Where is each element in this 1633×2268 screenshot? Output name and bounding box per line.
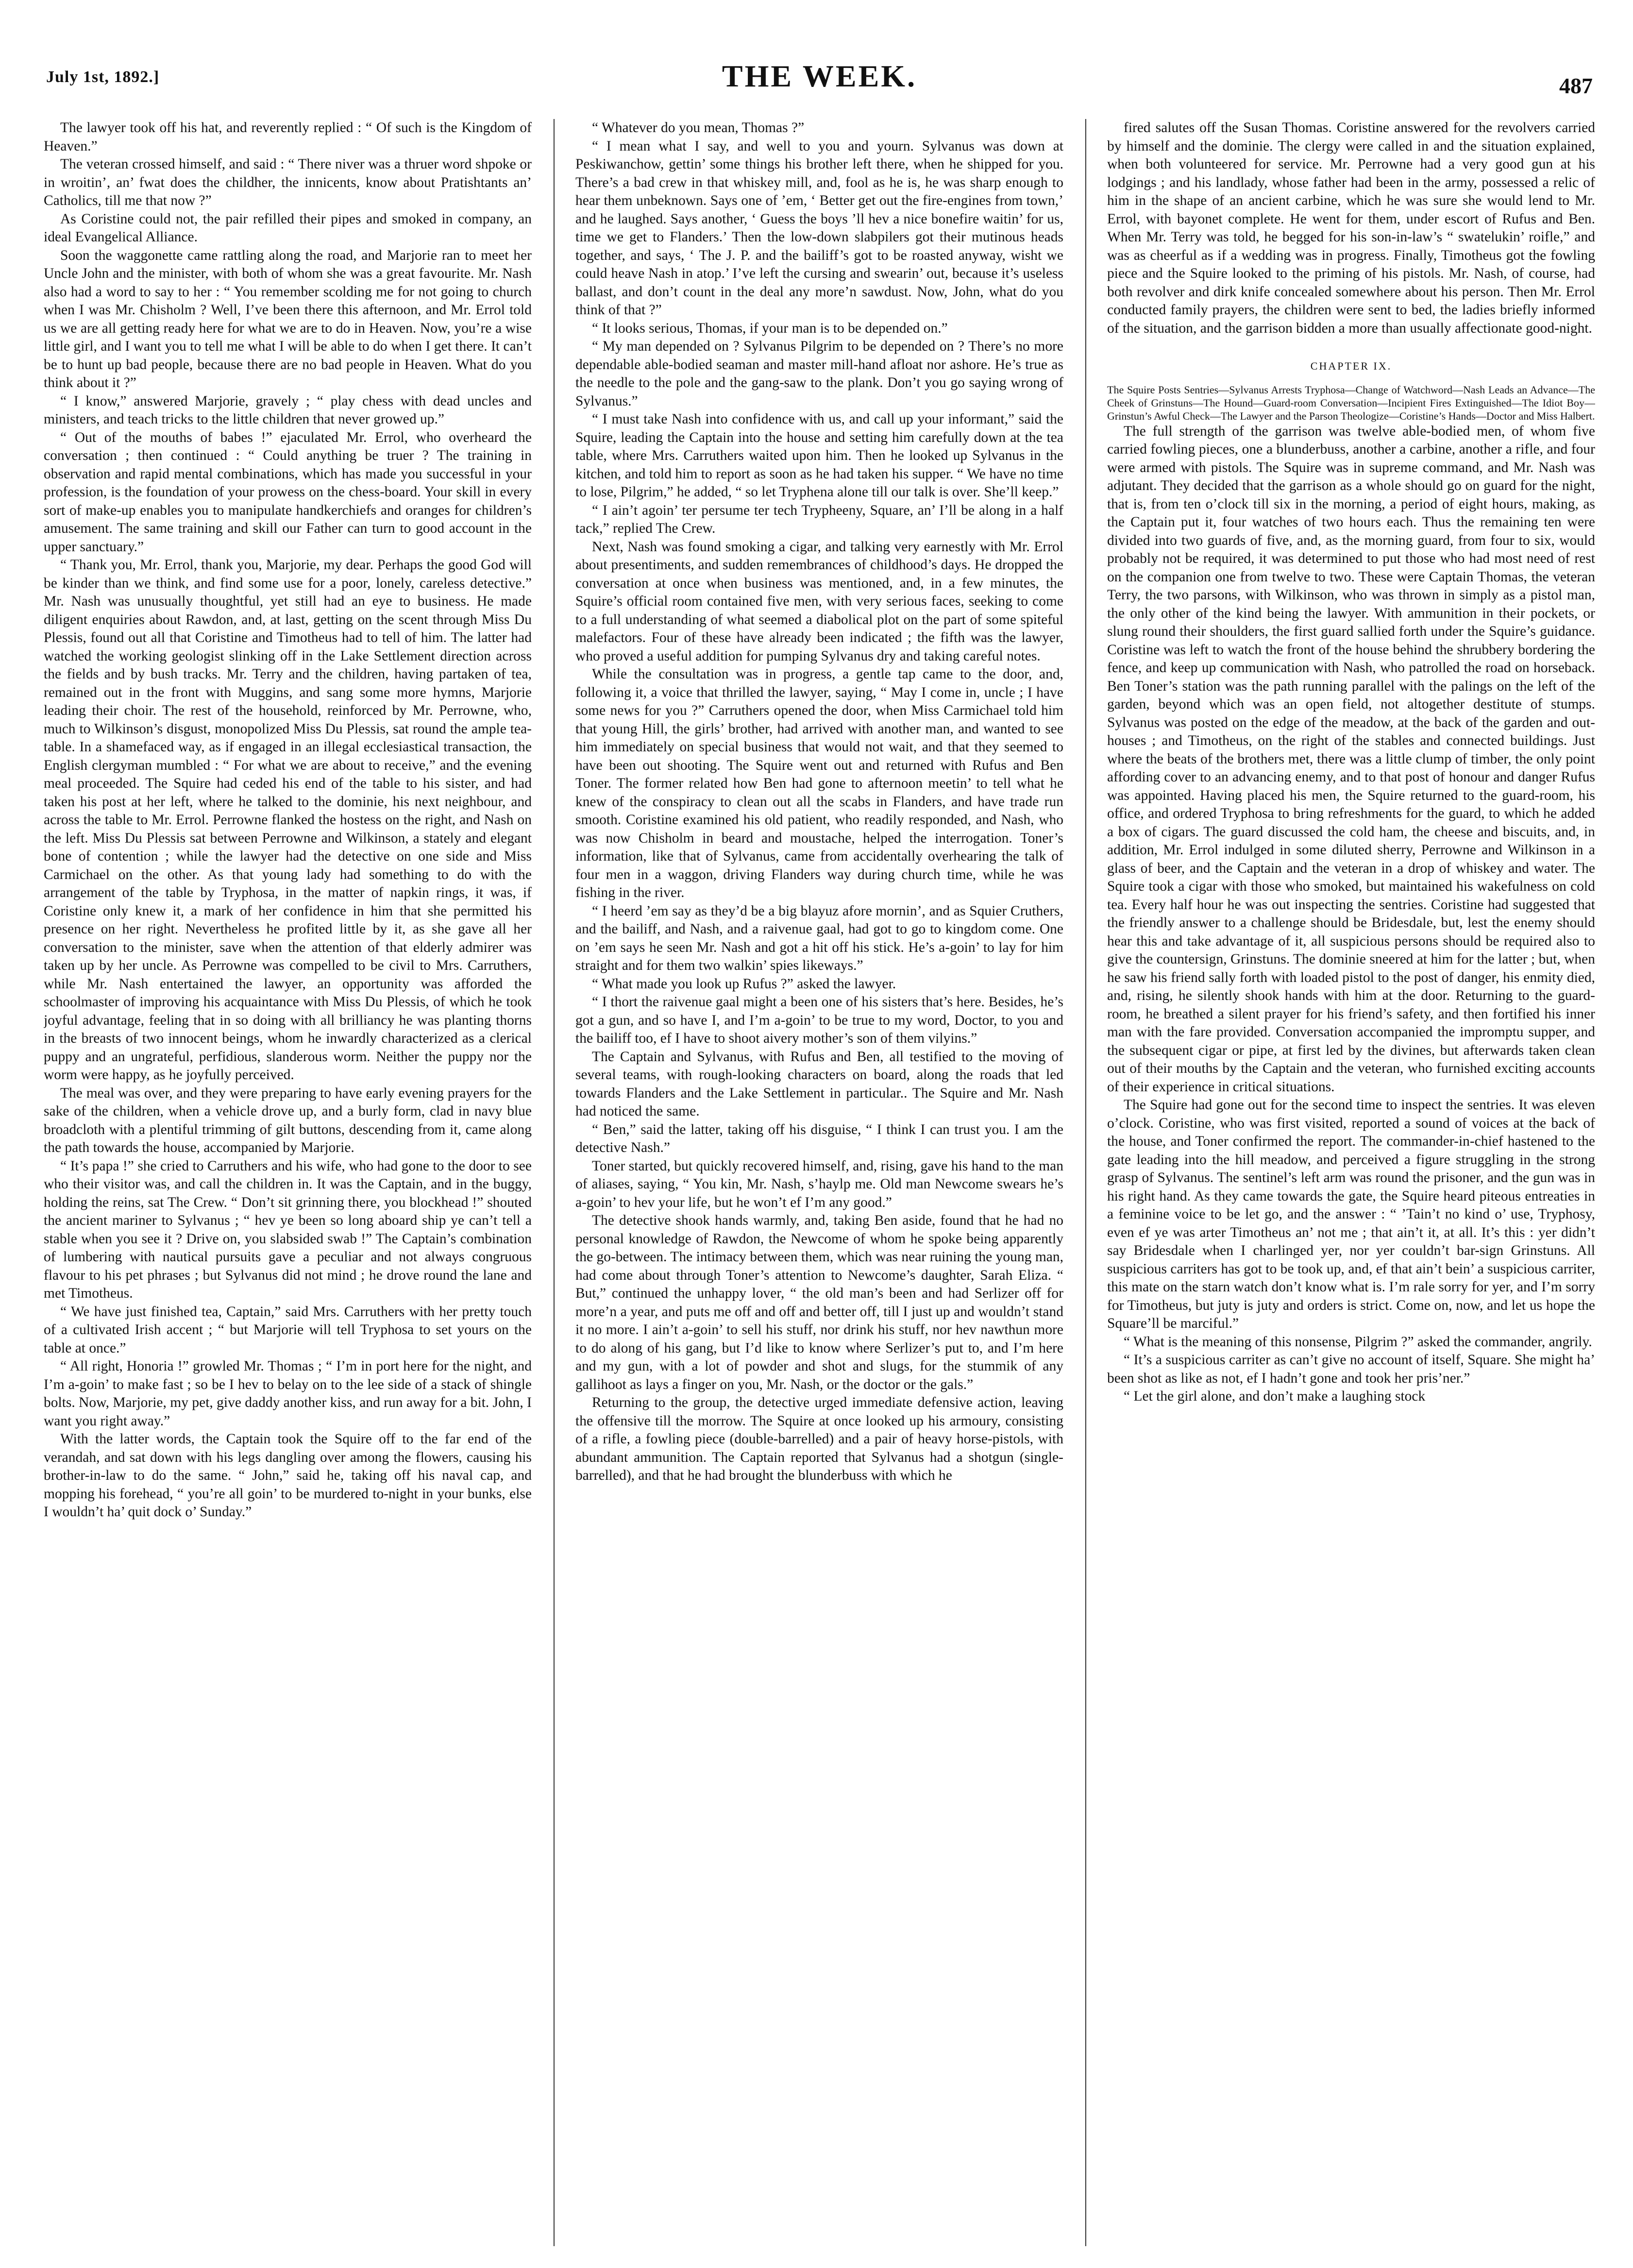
paragraph: The full strength of the garrison was twelve able-bodied men, of whom five carried fowling pieces, one a blunderbuss, another a carbine, another a rifle, and four were armed with pistols. The Squire was in supreme command, and Mr. Nash was adjutant. They decided that the garrison as a whole should go on guard for the night, that is, from ten o’clock till six in the morning, a period of eight hours, making, as the Captain put it, four watches of two hours each. Thus the remaining ten were divided into two guards of five, and, as the morning guard, from four to six, would probably not be required, it was determined to put those who had most need of rest on the companion one from twelve to two. These were Captain Thomas, the veteran Terry, the two parsons, with Wilkinson, who was thrown in simply as a pistol man, the only other of the kind being the lawyer. With ammunition in their pockets, or slung round their shoulders, the first guard sallied forth under the Squire’s guidance. Coristine was left to watch the front of the house behind the shrubbery bordering the fence, and keep up communication with Nash, who patrolled the road on horseback. Ben Toner’s station was the path running parallel with the palings on the left of the garden, beyond which was an open field, not altogether destitute of stumps. Sylvanus was posted on the edge of the meadow, at the back of the garden and out-houses ; and Timotheus, on the right of the stables and connected buildings. Just where the beats of the brothers met, there was a little clump of timber, the only point affording cover to an advancing enemy, and to that post of honour and danger Rufus was appointed. Having placed his men, the Squire returned to the guard-room, his office, and ordered Tryphosa to bring refreshments for the guard, to which he added a box of cigars. The guard discussed the cold ham, the cheese and biscuits, and, in addition, Mr. Errol indulged in some diluted sherry, Perrowne and Wilkinson in a glass of beer, and the Captain and the veteran in a drop of whiskey and water. The Squire took a cigar with those who smoked, but maintained his wakefulness on cold tea. Every half hour he was out inspecting the sentries. Coristine had suggested that the friendly answer to a challenge should be Bridesdale, but, lest the enemy should hear this and take advantage of it, all suspicious persons should be required also to give the countersign, Grinstuns. The dominie sneered at him for the latter ; but, when he saw his friend sally forth with loaded pistol to the post of danger, his enmity died, and, rising, he silently shook hands with him at the door. Returning to the guard-room, he breathed a silent prayer for his friend’s safety, and then fortified his inner man with the fare provided. Conversation accompanied the impromptu supper, and the subsequent cigar or pipe, at first led by the divines, but afterwards taken clean out of their mouths by the Captain and the veteran, who furnished exciting accounts of their experience in critical situations. <box>1107 423 1595 1095</box>
paragraph: Returning to the group, the detective urged immediate defensive action, leaving the offensive till the morrow. The Squire at once looked up his armoury, consisting of a rifle, a fowling piece (double-barrelled) and a pair of heavy horse-pistols, with abundant ammunition. The Captain reported that Sylvanus had a shotgun (single-barrelled), and that he had brought the blunderbuss with which he <box>575 1395 1063 1483</box>
paragraph: “ I know,” answered Marjorie, gravely ; “ play chess with dead uncles and ministers, and teach tricks to the little children that never growed up.” <box>44 393 532 427</box>
paragraph: With the latter words, the Captain took the Squire off to the far end of the verandah, and sat down with his legs dangling over among the flowers, causing his brother-in-law to do the same. “ John,” said he, taking off his naval cap, and mopping his forehead, “ you’re all goin’ to be murdered to-night in your bunks, else I wouldn’t ha’ quit dock o’ Sunday.” <box>44 1431 532 1520</box>
paragraph: The meal was over, and they were preparing to have early evening prayers for the sake of the children, when a vehicle drove up, and a burly form, clad in navy blue broadcloth with a plentiful trimming of gilt buttons, descending from it, came along the path towards the house, accompanied by Marjorie. <box>44 1085 532 1155</box>
column-1 <box>44 119 532 2246</box>
paragraph: Next, Nash was found smoking a cigar, and talking very earnestly with Mr. Errol about presentiments, and sudden remembrances of childhood’s days. He dropped the conversation at once when business was mentioned, and, in a few minutes, the Squire’s official room contained five men, with very serious faces, seeking to come to a full understanding of what seemed a diabolical plot on the part of some spiteful malefactors. Four of these have already been indicated ; the fifth was the lawyer, who proved a useful addition for pumping Sylvanus dry and taking careful notes. <box>575 539 1063 664</box>
paragraph: The Captain and Sylvanus, with Rufus and Ben, all testified to the moving of several teams, with rough-looking characters on board, along the roads that led towards Flanders and the Lake Settlement in particular.. The Squire and Mr. Nash had noticed the same. <box>575 1049 1063 1119</box>
column-3 <box>1107 119 1595 2246</box>
publication-title: THE WEEK. <box>722 59 917 93</box>
paragraph: “ Thank you, Mr. Errol, thank you, Marjorie, my dear. Perhaps the good God will be kinder than we think, and find some use for a poor, lonely, careless detective.” Mr. Nash was unusually thoughtful, yet still had an eye to business. He made diligent enquiries about Rawdon, and, at last, getting on the scent through Miss Du Plessis, found out all that Coristine and Timotheus had to tell of him. The latter had watched the working geologist slinking off in the Lake Settlement direction across the fields and by bush tracks. Mr. Terry and the children, having partaken of tea, remained out in the front with Muggins, and sang some more hymns, Marjorie leading their choir. The rest of the household, reinforced by Mr. Perrowne, who, much to Wilkinson’s disgust, monopolized Miss Du Plessis, sat round the ample tea-table. In a shamefaced way, as if engaged in an illegal ecclesiastical transaction, the English clergyman mumbled : “ For what we are about to receive,” and the evening meal proceeded. The Squire had ceded his end of the table to his sister, and had taken his post at her left, where he talked to the dominie, his next neighbour, and across the table to Mr. Errol. Perrowne flanked the hostess on the right, and Nash on the left. Miss Du Plessis sat between Perrowne and Wilkinson, a stately and elegant bone of contention ; while the lawyer had the detective on one side and Miss Carmichael on the other. As that young lady had something to do with the arrangement of the table by Tryphosa, in the matter of napkin rings, it was, if Coristine only knew it, a mark of her confidence in him that she permitted his presence on her right. Nevertheless he profited little by it, as she gave all her conversation to the minister, save when the attention of that elderly admirer was taken up by her uncle. As Perrowne was compelled to be civil to Mrs. Carruthers, while Mr. Nash entertained the lawyer, an opportunity was afforded the schoolmaster of improving his acquaintance with Miss Du Plessis, of which he took joyful advantage, feeling that in so doing with all brilliancy he was planting thorns in the breasts of two innocent beings, whom he inwardly characterized as a clerical puppy and an ungrateful, perfidious, slanderous worm. Neither the puppy nor the worm were happy, as he joyfully perceived. <box>44 557 532 1083</box>
page-header <box>46 53 1593 107</box>
paragraph: “ My man depended on ? Sylvanus Pilgrim to be depended on ? There’s no more dependable able-bodied seaman and master mill-hand afloat nor ashore. He’s true as the needle to the pole and the gang-saw to the plank. Don’t you go saying wrong of Sylvanus.” <box>575 339 1063 409</box>
article-columns <box>44 119 1593 2246</box>
paragraph: The veteran crossed himself, and said : “ There niver was a thruer word shpoke or in wroitin’, an’ fwat does the childher, the innicents, know about Pratishtants an’ Catholics, till me that now ?” <box>44 156 532 208</box>
paragraph: The Squire had gone out for the second time to inspect the sentries. It was eleven o’clock. Coristine, who was first visited, reported a sound of voices at the back of the house, and Toner confirmed the report. The commander-in-chief hastened to the gate leading into the hill meadow, and perceived a figure struggling in the strong grasp of Sylvanus. The sentinel’s left arm was round the prisoner, and the gun was in his right hand. As they came towards the gate, the Squire heard piteous entreaties in a feminine voice to be let go, and the answer : “ ’Tain’t no kind o’ use, Tryphosy, even ef ye was arter Timotheus an’ not me ; that ain’t it, at all. It’s this : yer didn’t say Bridesdale when I charlinged yer, nor yer couldn’t bar-sign Grinstuns. All suspicious carriters has got to be took up, and, ef that ain’t bein’ a suspicious carriter, this mate on the starn watch don’t know what is. I’m rale sorry for yer, and I’m sorry for Timotheus, but juty is juty and orders is strict. Come on, now, and let us hope the Square’ll be marciful.” <box>1107 1097 1595 1331</box>
paragraph: “ It’s papa !” she cried to Carruthers and his wife, who had gone to the door to see who their visitor was, and call the children in. It was the Captain, and in the buggy, holding the reins, sat The Crew. “ Don’t sit grinning there, you blockhead !” shouted the ancient mariner to Sylvanus ; “ hev ye been so long aboard ship ye can’t tell a stable when you see it ? Drive on, you slabsided swab !” The Captain’s combination of lumbering with nautical pursuits gave a peculiar and not always congruous flavour to his pet phrases ; but Sylvanus did not mind ; he drove round the lane and met Timotheus. <box>44 1158 532 1301</box>
issue-date: July 1st, 1892.] <box>46 68 160 86</box>
paragraph: “ I heerd ’em say as they’d be a big blayuz afore mornin’, and as Squier Cruthers, and the bailiff, and Nash, and a raivenue gaal, had got to go to kingdom come. One on ’em says he seen Mr. Nash and got a hit off his stick. He’s a-goin’ to lay for him straight and for them two walkin’ spies likeways.” <box>575 903 1063 973</box>
chapter-synopsis: The Squire Posts Sentries—Sylvanus Arrests Tryphosa—Change of Watchword—Nash Leads an Advance—The Cheek of Grinstuns—The Hound—Guard-room Conversation—Incipient Fires Extinguished—The Idiot Boy—Grinstun’s Awful Check—The Lawyer and the Parson Theologize—Coristine’s Hands—Doctor and Miss Halbert. <box>1107 383 1595 422</box>
paragraph: “ It looks serious, Thomas, if your man is to be depended on.” <box>592 320 948 336</box>
paragraph: Soon the waggonette came rattling along the road, and Marjorie ran to meet her Uncle John and the minister, with both of whom she was a great favourite. Mr. Nash also had a word to say to her : “ You remember scolding me for not going to church when I was Mr. Chisholm ? Well, I’ve been there this afternoon, and Mr. Errol told us we are all getting ready here for what we are to do in Heaven. Now, you’re a wise little girl, and I want you to tell me what I will be able to do when I get there. It can’t be to hunt up bad people, because there are no bad people in Heaven. What do you think about it ?” <box>44 247 532 390</box>
paragraph: “ It’s a suspicious carriter as can’t give no account of itself, Square. She might ha’ been shot as like as not, ef I hadn’t gone and took her pris’ner.” <box>1107 1352 1595 1386</box>
paragraph: “ All right, Honoria !” growled Mr. Thomas ; “ I’m in port here for the night, and I’m a-goin’ to make fast ; so be I hev to belay on to the lee side of a stack of shingle bolts. Now, Marjorie, my pet, give daddy another kiss, and run away for a bit. John, I want you right away.” <box>44 1358 532 1429</box>
paragraph: “ I must take Nash into confidence with us, and call up your informant,” said the Squire, leading the Captain into the house and setting him carefully down at the tea table, where Mrs. Carruthers waited upon him. Then he looked up Sylvanus in the kitchen, and told him to report as soon as he had taken his supper. “ We have no time to lose, Pilgrim,” he added, “ so let Tryphena alone till our talk is over. She’ll keep.” <box>575 411 1063 500</box>
paragraph: As Coristine could not, the pair refilled their pipes and smoked in company, an ideal Evangelical Alliance. <box>44 211 532 245</box>
paragraph: The detective shook hands warmly, and, taking Ben aside, found that he had no personal knowledge of Rawdon, the Newcome of whom he spoke being apparently the go-between. The intimacy between them, which was near ruining the young man, had come about through Toner’s attention to Newcome’s daughter, Sarah Eliza. “ But,” continued the unhappy lover, “ the old man’s been and had Serlizer off for more’n a year, and puts me off and off and better off, till I just up and wouldn’t stand it no more. I ain’t a-goin’ to sell his stuff, nor drink his stuff, nor hev nawthun more to do along of his gang, but I’d like to know where Serlizer’s put to, and I’m here and my gun, with a lot of powder and shot and slugs, for the stummik of any gallihoot as lays a finger on you, Mr. Nash, or the doctor or the gals.” <box>575 1213 1063 1392</box>
paragraph: “ I mean what I say, and well to you and yourn. Sylvanus was down at Peskiwanchow, gettin’ some things his brother left there, when he shipped for you. There’s a bad crew in that whiskey mill, and, fool as he is, he was sharp enough to hear them unbeknown. Says one of ’em, ‘ Better get out the fire-engines from town,’ and he laughed. Says another, ‘ Guess the boys ’ll hev a nice bonefire waitin’ for us, time we get to Flanders.’ Then the low-down slabpilers got their mutinous heads together, and says, ‘ The J. P. and the bailiff’s got to be roasted anyway, wisht we could heave Nash in atop.’ I’ve left the cursing and swearin’ out, because it’s useless ballast, and don’t count in the deal any more’n sawdust. Now, John, what do you think of that ?” <box>575 138 1063 318</box>
paragraph: “ Out of the mouths of babes !” ejaculated Mr. Errol, who overheard the conversation ; then continued : “ Could anything be truer ? The training in observation and rapid mental combinations, which has made you successful in your profession, is the foundation of your prowess on the chess-board. Your skill in every sort of make-up enables you to manipulate handkerchiefs and oranges for children’s amusement. The same training and skill our Father can turn to good account in the upper sanctuary.” <box>44 429 532 555</box>
paragraph: “ We have just finished tea, Captain,” said Mrs. Carruthers with her pretty touch of a cultivated Irish accent ; “ but Marjorie will tell Tryphosa to set yours on the table at once.” <box>44 1303 532 1356</box>
paragraph: While the consultation was in progress, a gentle tap came to the door, and, following it, a voice that thrilled the lawyer, saying, “ May I come in, uncle ; I have some news for you ?” Carruthers opened the door, when Miss Carmichael told him that young Hill, the girls’ brother, had arrived with another man, and wanted to see him immediately on special business that would not wait, and that they seemed to have been out shooting. The Squire went out and returned with Rufus and Ben Toner. The former related how Ben had gone to afternoon meetin’ to tell what he knew of the conspiracy to clean out all the scabs in Flanders, and have trade run smooth. Coristine examined his old patient, who readily responded, and Nash, who was now Chisholm in beard and moustache, helped the interrogation. Toner’s information, like that of Sylvanus, came from accidentally overhearing the talk of four men in a waggon, driving Flanders way during church time, while he was fishing in the river. <box>575 666 1063 900</box>
paragraph: “ Whatever do you mean, Thomas ?” <box>592 120 805 135</box>
paragraph: Toner started, but quickly recovered himself, and, rising, gave his hand to the man of aliases, saying, “ You kin, Mr. Nash, s’haylp me. Old man Newcome swears he’s a-goin’ to hev your life, but he won’t ef I’m any good.” <box>575 1158 1063 1210</box>
paragraph: “ I thort the raivenue gaal might a been one of his sisters that’s here. Besides, he’s got a gun, and so have I, and I’m a-goin’ to be true to my word, Doctor, to you and the bailiff too, ef I have to shoot aivery mother’s son of them vilyins.” <box>575 994 1063 1046</box>
chapter-heading: CHAPTER IX. <box>1310 360 1392 372</box>
column-2 <box>575 119 1063 2246</box>
paragraph: “ What is the meaning of this nonsense, Pilgrim ?” asked the commander, angrily. <box>1124 1334 1592 1350</box>
paragraph: “ I ain’t agoin’ ter persume ter tech Trypheeny, Square, an’ I’ll be along in a half tack,” replied The Crew. <box>575 502 1063 536</box>
paragraph: “ Let the girl alone, and don’t make a laughing stock <box>1124 1388 1426 1404</box>
page-number: 487 <box>1559 73 1593 98</box>
paragraph: “ Ben,” said the latter, taking off his disguise, “ I think I can trust you. I am the detective Nash.” <box>575 1121 1063 1155</box>
paragraph: “ What made you look up Rufus ?” asked the lawyer. <box>592 976 896 992</box>
column-divider <box>1085 119 1086 2246</box>
paragraph: fired salutes off the Susan Thomas. Coristine answered for the revolvers carried by himself and the dominie. The clergy were called in and the situation explained, when both volunteered for service. Mr. Perrowne had a very good gun at his lodgings ; and his landlady, whose father had been in the army, possessed a relic of him in the shape of an ancient carbine, which he was sure she would lend to Mr. Errol, with bayonet complete. He went for them, under escort of Rufus and Ben. When Mr. Terry was told, he begged for his son-in-law’s “ swatelukin’ roifle,” and was as cheerful as if a wedding was in progress. Finally, Timotheus got the fowling piece and the Squire looked to the priming of his pistols. Mr. Nash, of course, had both revolver and dirk knife concealed somewhere about his person. Then Mr. Errol conducted family prayers, the children were sent to bed, the ladies briefly informed of the situation, and the garrison bidden a more than usually affectionate good-night. <box>1107 120 1595 336</box>
column-3-top <box>1107 119 1595 338</box>
paragraph: The lawyer took off his hat, and reverently replied : “ Of such is the Kingdom of Heaven.” <box>44 120 532 154</box>
column-3-bottom <box>1107 423 1595 1406</box>
column-divider <box>554 119 555 2246</box>
